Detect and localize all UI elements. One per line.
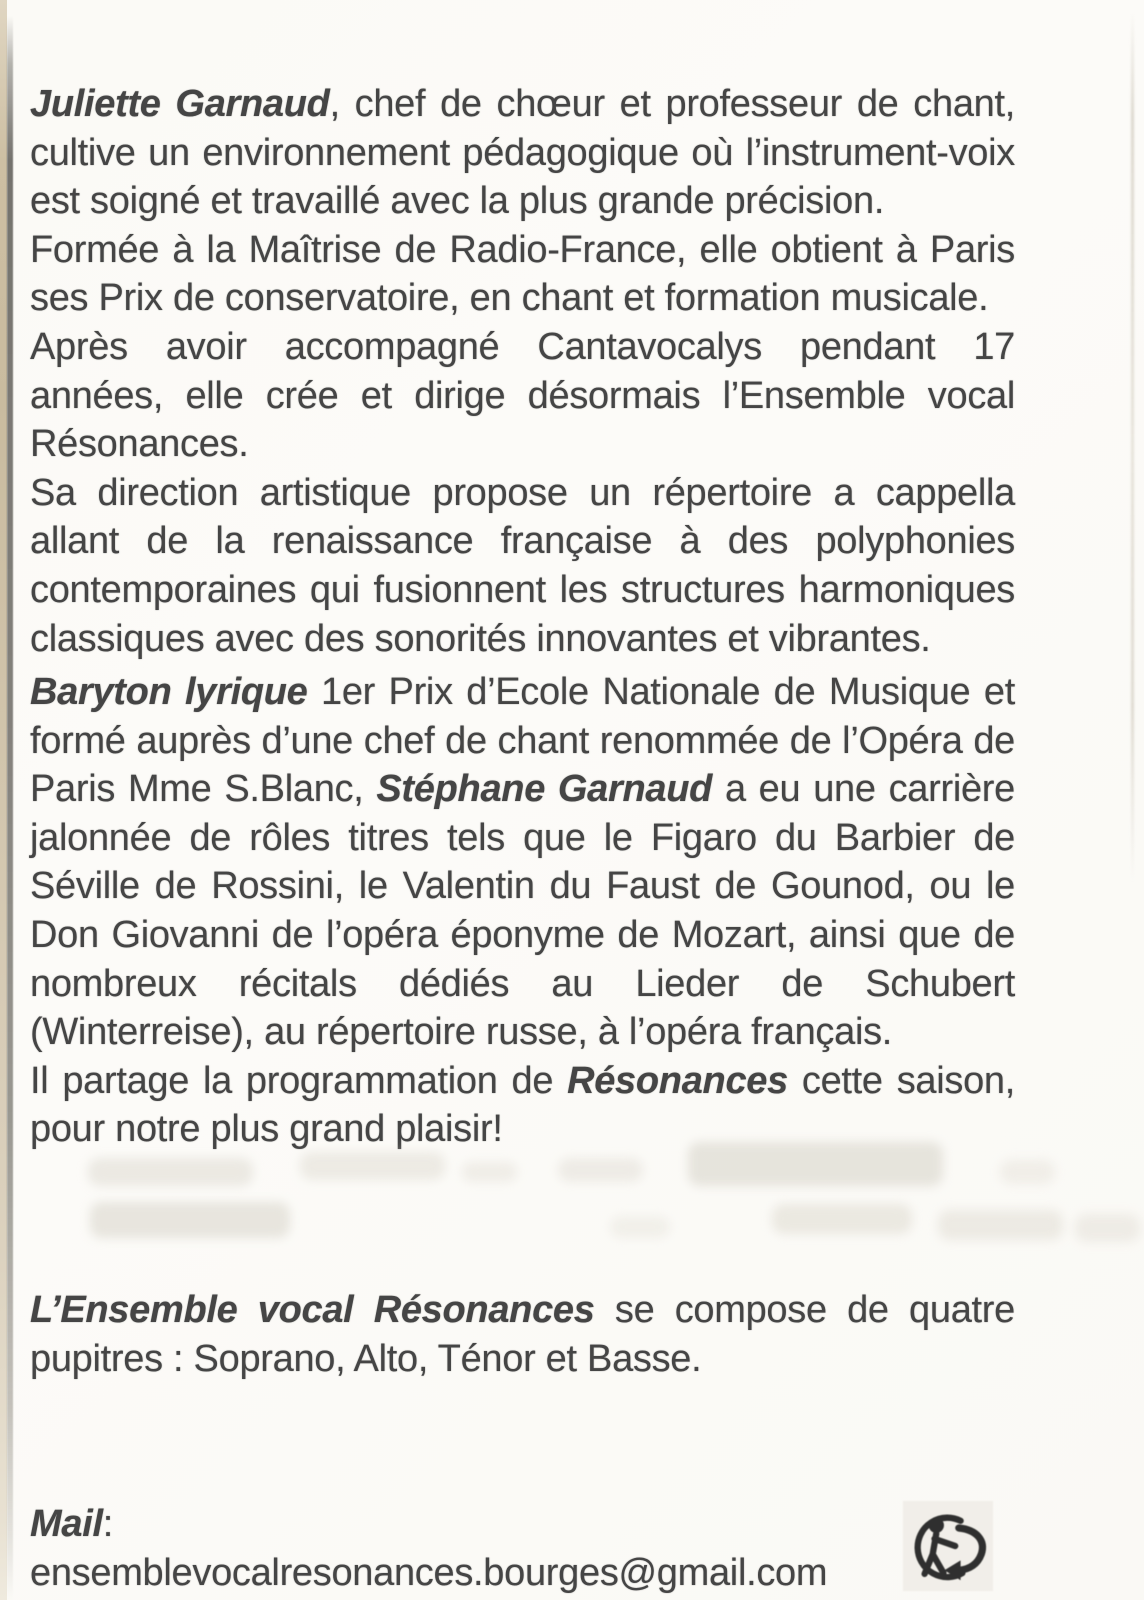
body-text: cette saison, pour notre plus grand plaisir! (30, 1059, 1015, 1151)
paragraph-baryton (30, 668, 1015, 1057)
paragraph-cantavocalys (30, 323, 1015, 469)
contact-section (30, 1500, 910, 1597)
scan-left-shadow-line (7, 0, 13, 1600)
emphasis-text: Juliette Garnaud (30, 83, 330, 125)
body-text: , chef de chœur et professeur de chant, cultive un environnement pédagogique où l’instrument-voix est soigné et travaillé avec la plus grande précision. (30, 83, 1016, 223)
body-text: Sa direction artistique propose un répertoire a cappella allant de la renaissance française à des polyphonies contemporaines qui fusionnent les structures harmoniques classiques avec des sonorités innovantes et vibrantes. (30, 471, 1015, 660)
paragraph-juliette-intro (30, 80, 1015, 226)
body-text: Après avoir accompagné Cantavocalys pendant 17 années, elle crée et dirige désormais l’Ensemble vocal Résonances. (30, 325, 1015, 466)
scan-left-edge (0, 0, 7, 1600)
bio-juliette-section (30, 80, 1015, 663)
ensemble-section (30, 1286, 1015, 1383)
bio-stephane-section (30, 668, 1015, 1154)
emphasis-text: Baryton lyrique (30, 671, 308, 713)
body-text: 1er Prix d’Ecole Nationale de Musique et formé auprès d’une chef de chant renommée de l’Opéra de Paris Mme S.Blanc, (30, 671, 1015, 811)
body-text: Il partage la programmation de (30, 1059, 568, 1102)
body-text: se compose de quatre pupitres : Soprano, Alto, Ténor et Basse. (30, 1289, 1015, 1380)
paragraph-formation (30, 226, 1015, 323)
body-text: Formée à la Maîtrise de Radio-France, elle obtient à Paris ses Prix de conservatoire, en chant et formation musicale. (30, 228, 1015, 320)
triman-recycling-icon (903, 1496, 993, 1596)
paragraph-programmation (30, 1057, 1015, 1154)
paragraph-ensemble-pupitres (30, 1286, 1015, 1383)
paragraph-direction-artistique (30, 469, 1015, 663)
body-text: a eu une carrière jalonnée de rôles titres tels que le Figaro du Barbier de Séville de Rossini, le Valentin du Faust de Gounod, ou le Don Giovanni de l’opéra éponyme de Mozart, ainsi que de nombreux récitals dédiés au Lieder de Schubert (Winterreise), au répertoire russe, à l’opéra français. (30, 768, 1015, 1054)
emphasis-text: Résonances (567, 1059, 788, 1102)
paper-crease (1131, 12, 1134, 882)
body-text: : ensemblevocalresonances.bourges@gmail.com (30, 1503, 828, 1594)
emphasis-text: Mail (30, 1503, 103, 1545)
emphasis-text: Stéphane Garnaud (376, 768, 713, 811)
emphasis-text: L’Ensemble vocal Résonances (30, 1289, 595, 1331)
contact-email-line (30, 1500, 910, 1597)
